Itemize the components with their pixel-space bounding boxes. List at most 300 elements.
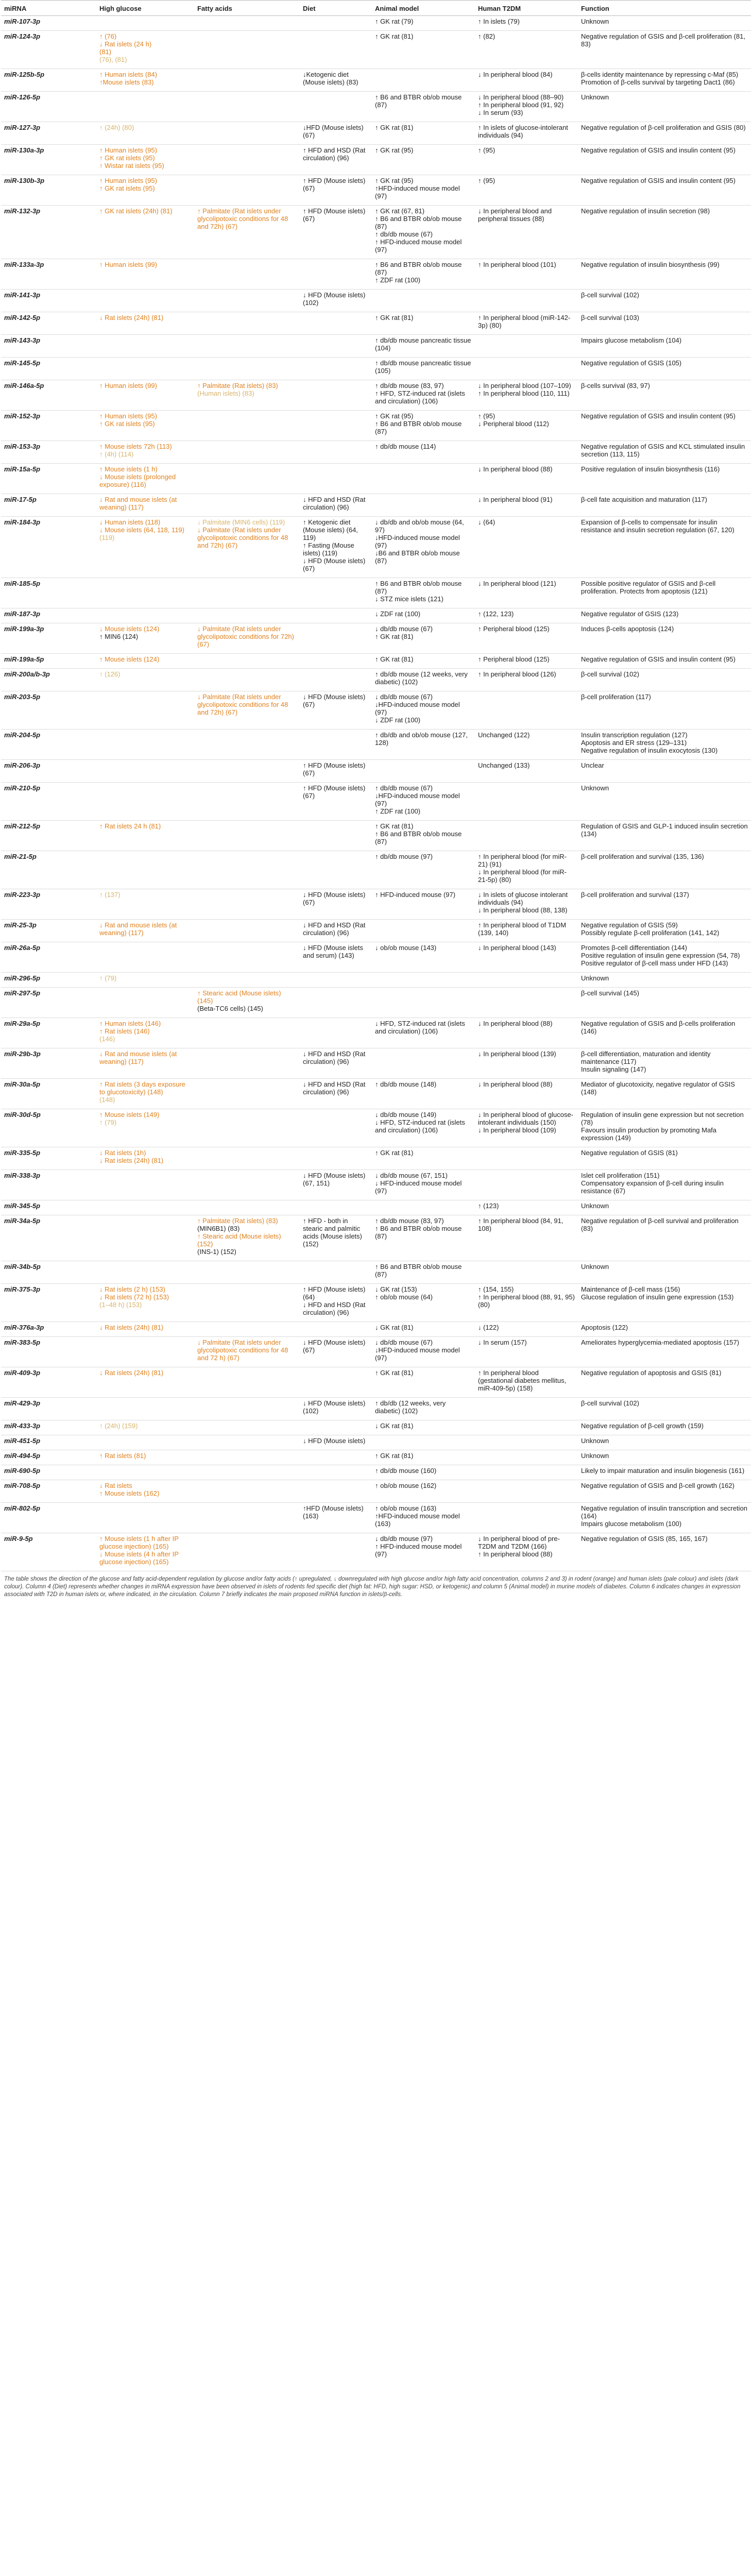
cell-line: ↑ In peripheral blood (gestational diabetes mellitus, miR-409-5p) (158)	[478, 1369, 567, 1392]
cell-fatty-acids	[194, 122, 300, 145]
cell-line: Negative regulation of GSIS and β-cells proliferation (146)	[581, 1020, 736, 1035]
cell-function	[578, 1398, 751, 1420]
cell-human-t2dm	[475, 69, 578, 92]
cell-line: ↑ db/db mouse (12 weeks, very diabetic) (102)	[375, 670, 468, 686]
cell-human-t2dm	[475, 441, 578, 464]
cell-line: ↓ Rat islets (24h) (81)	[99, 1324, 164, 1331]
cell-line: ↓ Mouse islets (prolonged exposure) (116)	[99, 473, 176, 488]
cell-fatty-acids	[194, 578, 300, 608]
cell-high-glucose	[96, 92, 194, 122]
cell-line: ↑ GK rat (81)	[375, 32, 414, 40]
cell-high-glucose	[96, 380, 194, 411]
table-row	[1, 1465, 751, 1480]
cell-line: ↓ Mouse islets (124)	[99, 625, 160, 633]
cell-fatty-acids	[194, 1170, 300, 1200]
cell-animal-model	[372, 441, 475, 464]
cell-line: ↑ B6 and BTBR ob/ob mouse (87)	[375, 420, 462, 435]
cell-mirna: miR-199a-3p	[1, 623, 96, 654]
cell-high-glucose	[96, 206, 194, 259]
cell-diet	[300, 380, 372, 411]
cell-human-t2dm	[475, 1503, 578, 1533]
cell-animal-model	[372, 69, 475, 92]
cell-line: ↓ Rat islets	[99, 1482, 132, 1489]
cell-animal-model	[372, 312, 475, 335]
table-row	[1, 920, 751, 942]
cell-high-glucose	[96, 608, 194, 623]
cell-diet	[300, 669, 372, 691]
table-row	[1, 760, 751, 783]
cell-fatty-acids	[194, 1367, 300, 1398]
cell-high-glucose	[96, 145, 194, 175]
cell-line: ↓ In peripheral blood (88)	[478, 465, 553, 473]
cell-line: β-cell survival (145)	[581, 989, 639, 997]
cell-line: ↓ HFD-induced mouse model (97)	[375, 1179, 462, 1195]
cell-animal-model	[372, 1170, 475, 1200]
cell-mirna: miR-375-3p	[1, 1284, 96, 1322]
cell-line: Regulation of GSIS and GLP-1 induced insulin secretion (134)	[581, 822, 748, 838]
cell-mirna: miR-124-3p	[1, 31, 96, 69]
cell-diet	[300, 92, 372, 122]
cell-line: ↑HFD (Mouse islets) (163)	[303, 1504, 364, 1520]
cell-function	[578, 1018, 751, 1048]
cell-line: ↑ HFD (Mouse islets) (67)	[303, 761, 366, 777]
cell-fatty-acids	[194, 760, 300, 783]
cell-function	[578, 578, 751, 608]
cell-human-t2dm	[475, 851, 578, 889]
table-row	[1, 821, 751, 851]
cell-animal-model	[372, 1450, 475, 1465]
cell-line: Induces β-cells apoptosis (124)	[581, 625, 674, 633]
cell-line: ↑ GK rat (95)	[375, 177, 414, 184]
cell-fatty-acids	[194, 145, 300, 175]
cell-animal-model	[372, 1337, 475, 1367]
cell-line: Unknown	[581, 1202, 609, 1210]
cell-line: ↑ db/db mouse (67)	[375, 230, 433, 238]
cell-high-glucose	[96, 441, 194, 464]
cell-animal-model	[372, 654, 475, 669]
table-row	[1, 654, 751, 669]
cell-fatty-acids	[194, 1420, 300, 1435]
cell-high-glucose	[96, 312, 194, 335]
cell-animal-model	[372, 1533, 475, 1571]
mirna-regulation-table	[1, 0, 751, 1571]
cell-animal-model	[372, 1480, 475, 1503]
cell-line: ↓ In peripheral blood (88)	[478, 1020, 553, 1027]
table-row	[1, 623, 751, 654]
cell-line: ↑ (82)	[478, 32, 495, 40]
table-row	[1, 1170, 751, 1200]
cell-line: ↑ In peripheral blood (88, 91, 95) (80)	[478, 1293, 575, 1309]
cell-diet	[300, 623, 372, 654]
cell-line: β-cell survival (103)	[581, 314, 639, 321]
cell-diet	[300, 1079, 372, 1109]
cell-high-glucose	[96, 1284, 194, 1322]
cell-line: ↑ GK rat (81)	[375, 633, 414, 640]
cell-line: (INS-1) (152)	[197, 1248, 236, 1256]
cell-function	[578, 988, 751, 1018]
cell-line: ↓ In peripheral blood (84)	[478, 71, 553, 78]
cell-line: ↑ In peripheral blood (88)	[478, 1550, 553, 1558]
cell-line: Negative regulation of β-cell growth (159)	[581, 1422, 704, 1430]
table-row	[1, 1048, 751, 1079]
cell-line: Negative regulation of GSIS (81)	[581, 1149, 678, 1157]
cell-high-glucose	[96, 31, 194, 69]
cell-line: Promotion of β-cells survival by targeting Dact1 (86)	[581, 78, 735, 86]
cell-line: ↑ Mouse islets (1 h after IP glucose injection) (165)	[99, 1535, 179, 1550]
cell-line: ↑ Human islets (95)	[99, 177, 157, 184]
cell-line: ↓ In peripheral blood (143)	[478, 944, 556, 952]
cell-line: ↑ In peripheral blood (126)	[478, 670, 556, 678]
cell-line: ↑ db/db mouse pancreatic tissue (104)	[375, 336, 471, 352]
cell-animal-model	[372, 730, 475, 760]
cell-high-glucose	[96, 517, 194, 578]
cell-line: ↑ db/db (12 weeks, very diabetic) (102)	[375, 1399, 446, 1415]
cell-human-t2dm	[475, 1109, 578, 1147]
cell-human-t2dm	[475, 1170, 578, 1200]
cell-diet	[300, 517, 372, 578]
cell-line: ↑ Peripheral blood (125)	[478, 655, 550, 663]
cell-line: ↑ db/db and ob/ob mouse (127, 128)	[375, 731, 468, 747]
cell-line: Negative regulation of GSIS and insulin content (95)	[581, 146, 736, 154]
cell-animal-model	[372, 691, 475, 730]
table-row	[1, 578, 751, 608]
cell-human-t2dm	[475, 1533, 578, 1571]
cell-animal-model	[372, 669, 475, 691]
cell-animal-model	[372, 1322, 475, 1337]
cell-line: ↓ HFD (Mouse islets) (67)	[303, 1338, 366, 1354]
cell-fatty-acids	[194, 623, 300, 654]
header-animal-model: Animal model	[372, 1, 475, 16]
cell-line: Unknown	[581, 974, 609, 982]
cell-line: ↑ B6 and BTBR ob/ob mouse (87)	[375, 830, 462, 845]
cell-line: ↓ In peripheral blood (91)	[478, 496, 553, 503]
cell-mirna: miR-210-5p	[1, 783, 96, 821]
cell-function	[578, 441, 751, 464]
cell-mirna: miR-29a-5p	[1, 1018, 96, 1048]
cell-diet	[300, 851, 372, 889]
cell-diet	[300, 1170, 372, 1200]
table-row	[1, 1284, 751, 1322]
cell-diet	[300, 1450, 372, 1465]
cell-line: ↑ GK rat (81)	[375, 1149, 414, 1157]
cell-line: ↓ db/db mouse (67, 151)	[375, 1172, 448, 1179]
cell-line: ↑ Fasting (Mouse islets) (119)	[303, 541, 354, 557]
cell-line: (76), (81)	[99, 56, 127, 63]
cell-line: ↓ db/db mouse (67)	[375, 693, 433, 701]
cell-fatty-acids	[194, 654, 300, 669]
cell-diet	[300, 1533, 372, 1571]
cell-line: ↑ (95)	[478, 412, 495, 420]
cell-mirna: miR-132-3p	[1, 206, 96, 259]
cell-line: ↑ HFD-induced mouse model (97)	[375, 238, 462, 253]
cell-line: Compensatory expansion of β-cell during insulin resistance (67)	[581, 1179, 724, 1195]
cell-function	[578, 1367, 751, 1398]
cell-function	[578, 623, 751, 654]
cell-mirna: miR-130a-3p	[1, 145, 96, 175]
cell-animal-model	[372, 1420, 475, 1435]
cell-mirna: miR-143-3p	[1, 335, 96, 358]
cell-human-t2dm	[475, 175, 578, 206]
cell-line: ↓ Rat islets (24h) (81)	[99, 1157, 164, 1164]
cell-line: β-cell proliferation and survival (135, 136)	[581, 853, 704, 860]
cell-function	[578, 358, 751, 380]
cell-line: ↓ HFD and HSD (Rat circulation) (96)	[303, 1301, 366, 1316]
cell-high-glucose	[96, 669, 194, 691]
cell-mirna: miR-200a/b-3p	[1, 669, 96, 691]
cell-line: ↑ Human islets (95)	[99, 146, 157, 154]
cell-line: Negative regulation of apoptosis and GSIS (81)	[581, 1369, 722, 1377]
cell-diet	[300, 411, 372, 441]
cell-fatty-acids	[194, 889, 300, 920]
cell-human-t2dm	[475, 335, 578, 358]
cell-human-t2dm	[475, 358, 578, 380]
cell-line: Unchanged (133)	[478, 761, 530, 769]
cell-function	[578, 1147, 751, 1170]
cell-line: ↑ HFD (Mouse islets) (67)	[303, 207, 366, 223]
table-row	[1, 783, 751, 821]
cell-line: ↑ MIN6 (124)	[99, 633, 139, 640]
cell-line: ↑ ob/ob mouse (163)	[375, 1504, 437, 1512]
cell-human-t2dm	[475, 312, 578, 335]
cell-fatty-acids	[194, 1465, 300, 1480]
table-row	[1, 851, 751, 889]
cell-human-t2dm	[475, 92, 578, 122]
cell-line: ↑ HFD and HSD (Rat circulation) (96)	[303, 146, 366, 162]
cell-line: ↑ Rat islets 24 h (81)	[99, 822, 161, 830]
cell-function	[578, 290, 751, 312]
cell-line: ↑ Rat islets (3 days exposure to glucotoxicity) (148)	[99, 1080, 185, 1096]
table-row	[1, 69, 751, 92]
cell-line: ↑ GK rat (81)	[375, 1452, 414, 1460]
cell-diet	[300, 783, 372, 821]
table-row	[1, 464, 751, 494]
cell-line: Expansion of β-cells to compensate for insulin resistance and insulin secretion regulation (67, 120)	[581, 518, 734, 534]
cell-fatty-acids	[194, 942, 300, 973]
cell-diet	[300, 1398, 372, 1420]
cell-line: Maintenance of β-cell mass (156)	[581, 1285, 680, 1293]
cell-mirna: miR-690-5p	[1, 1465, 96, 1480]
cell-line: ↑ Mouse islets (1 h)	[99, 465, 158, 473]
header-diet: Diet	[300, 1, 372, 16]
cell-diet	[300, 578, 372, 608]
cell-line: ↑ GK rat islets (24h) (81)	[99, 207, 173, 215]
cell-line: ↑ GK rat (81)	[375, 655, 414, 663]
cell-line: ↓ HFD and HSD (Rat circulation) (96)	[303, 1050, 366, 1065]
cell-diet	[300, 175, 372, 206]
cell-diet	[300, 942, 372, 973]
cell-line: ↓ (64)	[478, 518, 495, 526]
cell-diet	[300, 1322, 372, 1337]
table-row	[1, 312, 751, 335]
cell-diet	[300, 889, 372, 920]
cell-line: ↑ Human islets (95)	[99, 412, 157, 420]
cell-mirna: miR-429-3p	[1, 1398, 96, 1420]
cell-human-t2dm	[475, 973, 578, 988]
table-row	[1, 1480, 751, 1503]
cell-line: ↑ GK rat (81)	[375, 1369, 414, 1377]
cell-function	[578, 889, 751, 920]
cell-function	[578, 380, 751, 411]
cell-human-t2dm	[475, 517, 578, 578]
cell-mirna: miR-433-3p	[1, 1420, 96, 1435]
cell-line: ↑ In peripheral blood (91, 92)	[478, 101, 564, 109]
cell-human-t2dm	[475, 1048, 578, 1079]
cell-human-t2dm	[475, 608, 578, 623]
cell-diet	[300, 1215, 372, 1261]
cell-line: β-cell proliferation and survival (137)	[581, 891, 689, 899]
cell-line: ↓ db/db mouse (97)	[375, 1535, 433, 1543]
cell-high-glucose	[96, 464, 194, 494]
cell-high-glucose	[96, 290, 194, 312]
cell-animal-model	[372, 335, 475, 358]
cell-line: ↑ db/db mouse (114)	[375, 443, 436, 450]
cell-high-glucose	[96, 358, 194, 380]
table-row	[1, 335, 751, 358]
table-row	[1, 669, 751, 691]
cell-human-t2dm	[475, 889, 578, 920]
cell-fatty-acids	[194, 1533, 300, 1571]
cell-high-glucose	[96, 69, 194, 92]
cell-high-glucose	[96, 889, 194, 920]
cell-line: ↑ GK rat (81)	[375, 314, 414, 321]
cell-human-t2dm	[475, 730, 578, 760]
cell-diet	[300, 988, 372, 1018]
cell-line: ↑ B6 and BTBR ob/ob mouse (87)	[375, 1225, 462, 1240]
cell-line: Negative regulation of insulin exocytosis (130)	[581, 747, 718, 754]
cell-line: ↓ Palmitate (Rat islets under glycolipotoxic conditions for 48 and 72 h) (67)	[197, 1338, 288, 1362]
cell-mirna: miR-409-3p	[1, 1367, 96, 1398]
cell-fatty-acids	[194, 206, 300, 259]
cell-human-t2dm	[475, 411, 578, 441]
cell-function	[578, 312, 751, 335]
cell-line: ↓ HFD (Mouse islets)	[303, 1437, 366, 1445]
cell-line: ↓ HFD (Mouse islets and serum) (143)	[303, 944, 364, 959]
cell-diet	[300, 1109, 372, 1147]
cell-human-t2dm	[475, 1450, 578, 1465]
cell-line: ↑ HFD, STZ-induced rat (islets and circulation) (106)	[375, 389, 465, 405]
cell-fatty-acids	[194, 1147, 300, 1170]
cell-mirna: miR-30d-5p	[1, 1109, 96, 1147]
cell-mirna: miR-107-3p	[1, 16, 96, 31]
cell-line: (146)	[99, 1035, 115, 1043]
cell-function	[578, 1170, 751, 1200]
cell-human-t2dm	[475, 1420, 578, 1435]
cell-diet	[300, 1465, 372, 1480]
table-row	[1, 1450, 751, 1465]
cell-animal-model	[372, 145, 475, 175]
cell-function	[578, 920, 751, 942]
cell-diet	[300, 730, 372, 760]
cell-animal-model	[372, 1503, 475, 1533]
cell-diet	[300, 312, 372, 335]
cell-line: ↓ In peripheral blood of glucose-intolerant individuals (150)	[478, 1111, 574, 1126]
cell-animal-model	[372, 206, 475, 259]
table-row	[1, 1435, 751, 1450]
cell-high-glucose	[96, 691, 194, 730]
cell-line: ↑ Rat islets (146)	[99, 1027, 150, 1035]
cell-diet	[300, 358, 372, 380]
cell-human-t2dm	[475, 1480, 578, 1503]
cell-animal-model	[372, 122, 475, 145]
cell-line: ↓ In peripheral blood (121)	[478, 580, 556, 587]
table-row	[1, 380, 751, 411]
table-row	[1, 206, 751, 259]
cell-human-t2dm	[475, 691, 578, 730]
cell-line: ↑ HFD (Mouse islets) (67)	[303, 784, 366, 800]
cell-line: Unknown	[581, 784, 609, 792]
cell-diet	[300, 494, 372, 517]
cell-line: Insulin transcription regulation (127)	[581, 731, 688, 739]
cell-animal-model	[372, 1147, 475, 1170]
cell-function	[578, 1079, 751, 1109]
table-row	[1, 1079, 751, 1109]
cell-function	[578, 1261, 751, 1284]
cell-line: Unknown	[581, 1437, 609, 1445]
cell-line: ↓ Rat islets (2 h) (153)	[99, 1285, 165, 1293]
cell-mirna: miR-15a-5p	[1, 464, 96, 494]
cell-human-t2dm	[475, 1367, 578, 1398]
cell-line: ↓ db/db mouse (149)	[375, 1111, 437, 1118]
cell-function	[578, 821, 751, 851]
cell-line: ↓ HFD, STZ-induced rat (islets and circulation) (106)	[375, 1020, 465, 1035]
cell-human-t2dm	[475, 31, 578, 69]
cell-line: ↑ Wistar rat islets (95)	[99, 162, 164, 170]
cell-high-glucose	[96, 175, 194, 206]
cell-human-t2dm	[475, 669, 578, 691]
cell-fatty-acids	[194, 1079, 300, 1109]
cell-line: ↑ In peripheral blood of T1DM (139, 140)	[478, 921, 567, 937]
cell-diet	[300, 122, 372, 145]
cell-animal-model	[372, 1367, 475, 1398]
cell-line: ↑ HFD - both in stearic and palmitic acids (Mouse islets) (152)	[303, 1217, 362, 1248]
cell-line: (81)	[99, 48, 112, 56]
cell-high-glucose	[96, 730, 194, 760]
cell-line: ↑ ob/ob mouse (162)	[375, 1482, 437, 1489]
cell-line: ↓ Palmitate (MIN6 cells) (119)	[197, 518, 285, 526]
cell-line: ↑ Stearic acid (Mouse islets) (145)	[197, 989, 281, 1005]
cell-line: ↓ Human islets (118)	[99, 518, 161, 526]
cell-line: ↑ GK rat (79)	[375, 18, 414, 25]
table-row	[1, 1398, 751, 1420]
cell-line: ↑ Palmitate (Rat islets) (83)	[197, 382, 278, 389]
cell-function	[578, 691, 751, 730]
cell-function	[578, 259, 751, 290]
table-row	[1, 691, 751, 730]
cell-high-glucose	[96, 821, 194, 851]
cell-line: ↓ In peripheral blood (139)	[478, 1050, 556, 1058]
cell-high-glucose	[96, 623, 194, 654]
cell-line: ↑ Human islets (99)	[99, 261, 157, 268]
cell-line: Positive regulation of insulin gene expression (54, 78)	[581, 952, 740, 959]
cell-animal-model	[372, 1284, 475, 1322]
cell-high-glucose	[96, 1435, 194, 1450]
cell-mirna: miR-130b-3p	[1, 175, 96, 206]
cell-human-t2dm	[475, 1215, 578, 1261]
cell-line: Negative regulation of GSIS (85, 165, 167)	[581, 1535, 708, 1543]
table-row	[1, 1109, 751, 1147]
cell-line: ↑ In peripheral blood (miR-142-3p) (80)	[478, 314, 571, 329]
cell-line: ↑ GK rat (81)	[375, 822, 414, 830]
cell-high-glucose	[96, 654, 194, 669]
cell-line: ↓ ob/ob mouse (143)	[375, 944, 437, 952]
cell-mirna: miR-383-5p	[1, 1337, 96, 1367]
cell-line: ↑ HFD-induced mouse (97)	[375, 891, 456, 899]
cell-line: ↓ Rat islets (24 h)	[99, 40, 152, 48]
cell-animal-model	[372, 31, 475, 69]
cell-line: Negative regulator of GSIS (123)	[581, 610, 679, 618]
cell-mirna: miR-133a-3p	[1, 259, 96, 290]
cell-high-glucose	[96, 1420, 194, 1435]
